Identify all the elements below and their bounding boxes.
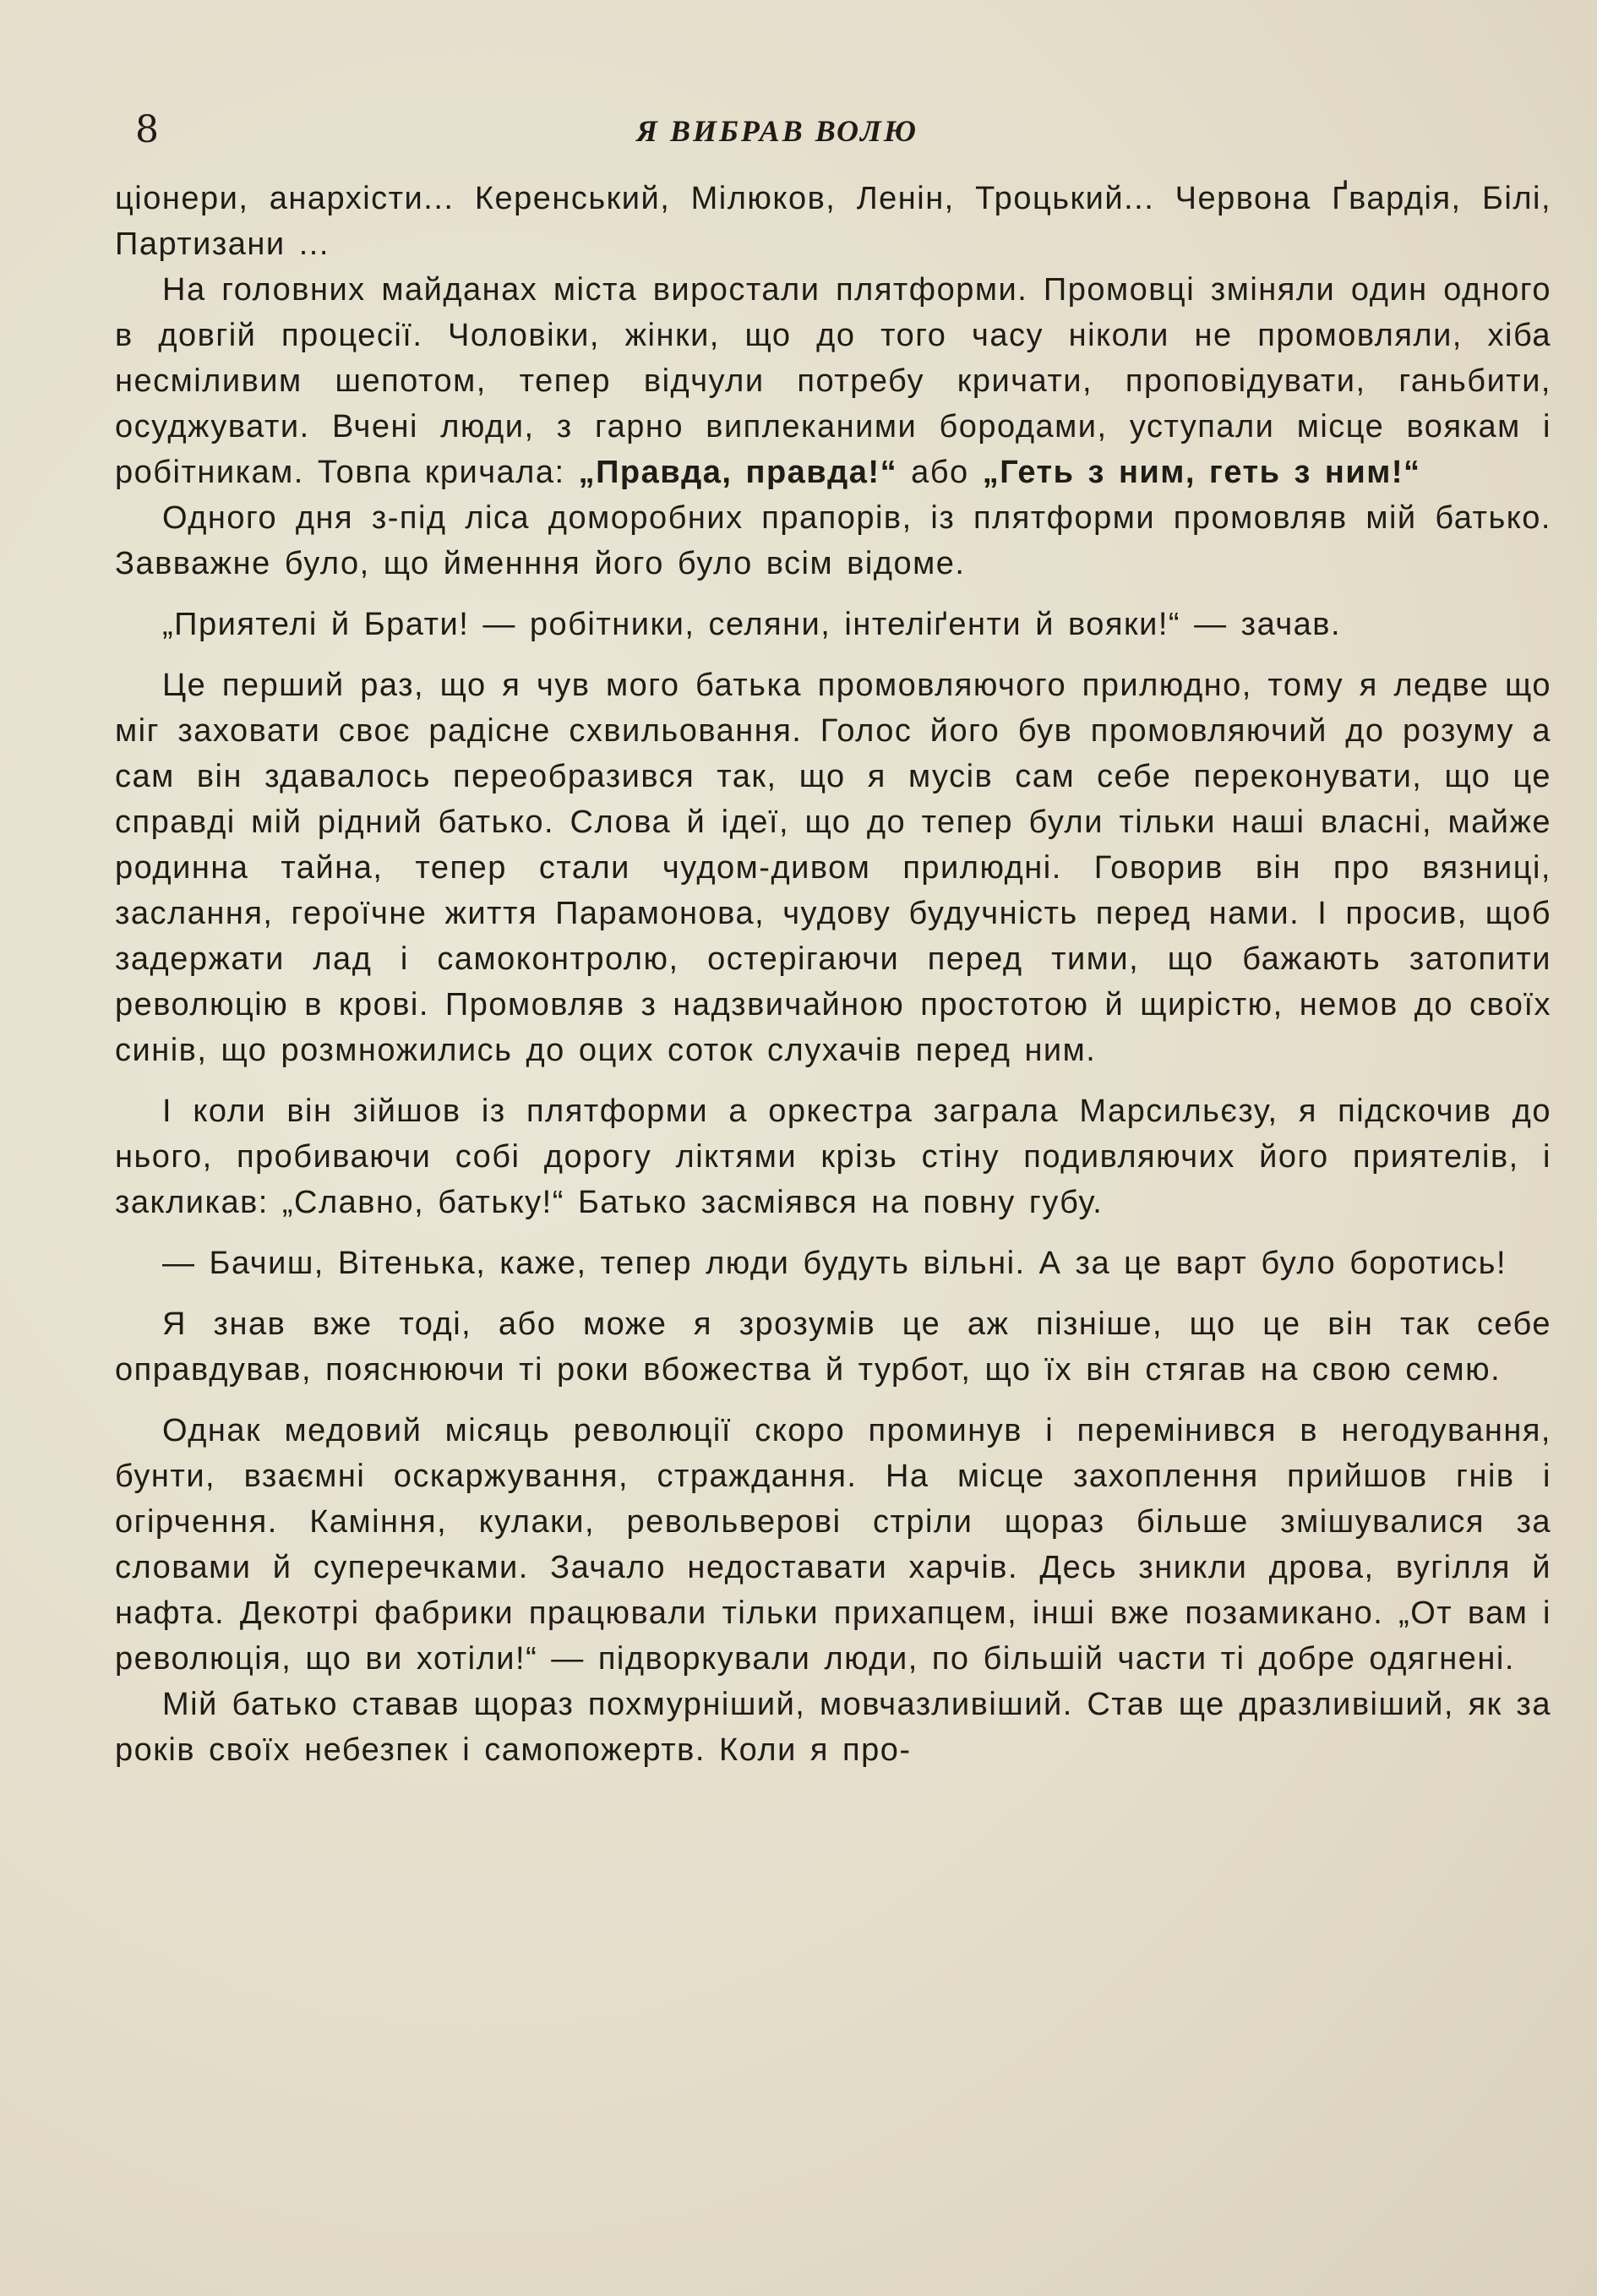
paragraph: Одного дня з-під ліса доморобних прапорів, із плятформи промовляв мій батько. Завважне було, що йменння його було всім відоме.	[115, 500, 1551, 581]
paragraph: „Приятелі й Брати! — робітники, селяни, інтеліґенти й вояки!“ — зачав.	[162, 607, 1342, 642]
paragraph: І коли він зійшов із плятформи а оркестра заграла Марсильєзу, я підскочив до нього, пробиваючи собі дорогу ліктями крізь стіну подивляючих його приятелів, і закликав: „Славно, батьку!“ Батько засміявся на повну губу.	[115, 1093, 1551, 1220]
quote-bold: „Правда, правда!“	[578, 455, 898, 490]
page-number: 8	[135, 108, 159, 151]
page-header	[135, 108, 1538, 159]
paragraph-text: або	[897, 455, 983, 490]
paragraph-text: На головних майданах міста виростали плятформи. Промовці зміняли один одного в довгій процесії. Чоловіки, жінки, що до того часу ніколи не промовляли, хіба несміливим шепотом, тепер відчули потребу кричати, проповідувати, ганьбити, осуджувати. Вчені люди, з гарно виплеканими бородами, уступали місце воякам і робітникам. Товпа кричала:	[115, 272, 1551, 490]
running-title: Я ВИБРАВ ВОЛЮ	[636, 114, 918, 148]
quote-bold: „Геть з ним, геть з ним!“	[982, 455, 1421, 490]
paragraph: ціонери, анархісти... Керенський, Мілюков, Ленін, Троцький... Червона Ґвардія, Білі, Партизани ...	[115, 181, 1551, 262]
paragraph: — Бачиш, Вітенька, каже, тепер люди будуть вільні. А за це варт було боротись!	[162, 1246, 1507, 1281]
paragraph: Мій батько ставав щораз похмурніший, мовчазливіший. Став ще дразливіший, як за років своїх небезпек і самопожертв. Коли я про-	[115, 1687, 1551, 1768]
paragraph: Це перший раз, що я чув мого батька промовляючого прилюдно, тому я ледве що міг заховати своє радісне схвильовання. Голос його був промовляючий до розуму а сам він здавалось переобразився так, що я мусів сам себе переконувати, що це справді мій рідний батько. Слова й ідеї, що до тепер були тільки наші власні, майже родинна тайна, тепер стали чудом-дивом прилюдні. Говорив він про вязниці, заслання, героїчне життя Парамонова, чудову будучність перед нами. І просив, щоб задержати лад і самоконтролю, остерігаючи перед тими, що бажають затопити революцію в крові. Промовляв з надзвичайною простотою й щирістю, немов до своїх синів, що розмножились до оцих соток слухачів перед ним.	[115, 668, 1551, 1068]
paragraph: Однак медовий місяць революції скоро проминув і перемінився в негодування, бунти, взаємні оскаржування, страждання. На місце захоплення прийшов гнів і огірчення. Каміння, кулаки, револьверові стріли щораз більше змішувалися за словами й суперечками. Зачало недоставати харчів. Десь зникли дрова, вугілля й нафта. Декотрі фабрики працювали тільки прихапцем, інші вже позамикано. „От вам і революція, що ви хотіли!“ — підворкували люди, по більшій части ті добре одягнені.	[115, 1413, 1551, 1677]
paragraph: Я знав вже тоді, або може я зрозумів це аж пізніше, що це він так себе оправдував, пояснюючи ті роки вбожества й турбот, що їх він стягав на свою семю.	[115, 1306, 1551, 1388]
body-text	[115, 176, 1551, 1773]
paragraph	[115, 267, 1551, 495]
